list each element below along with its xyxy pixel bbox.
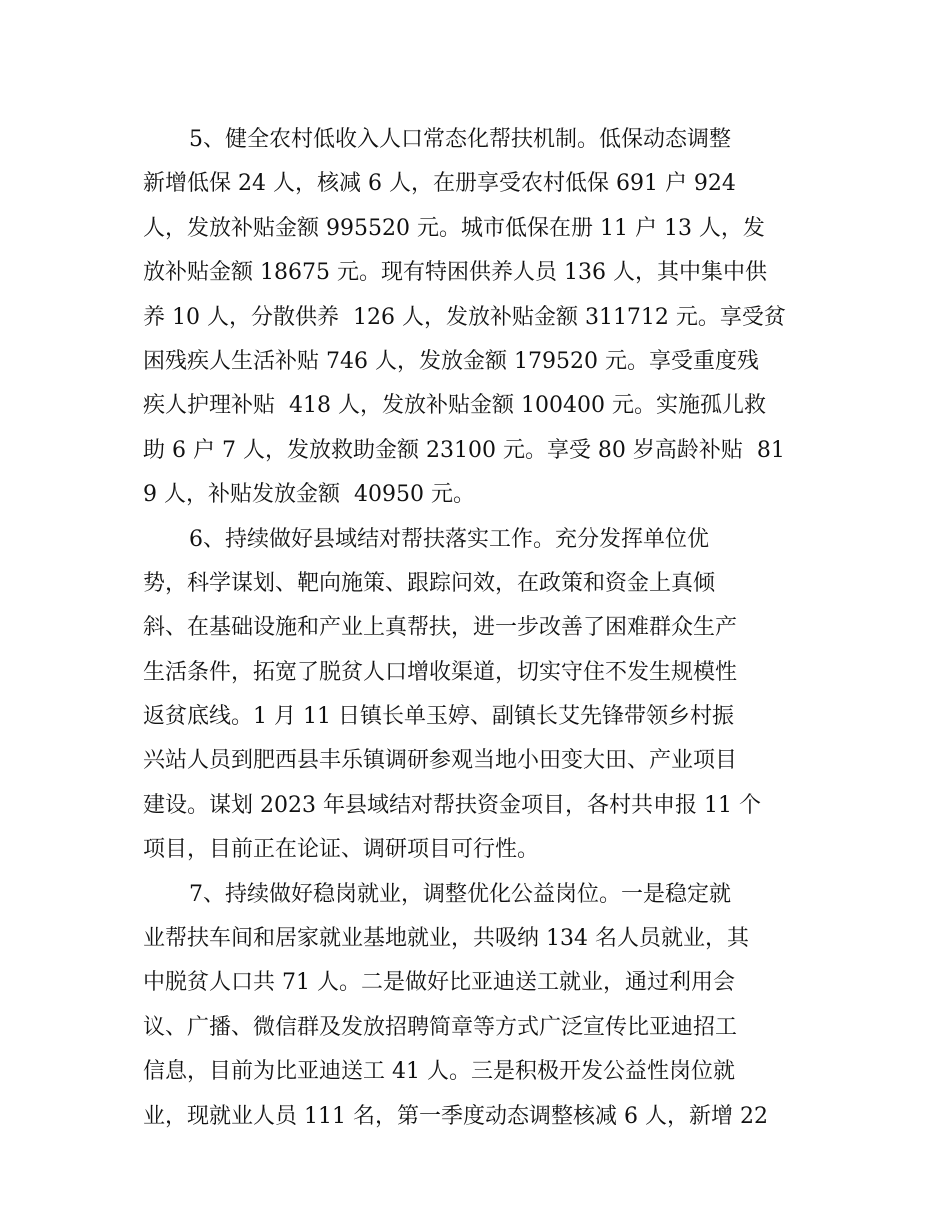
text-line: 养 10 人，分散供养 126 人，发放补贴金额 311712 元。享受贫 — [143, 304, 786, 330]
text-line: 势，科学谋划、靶向施策、跟踪问效，在政策和资金上真倾 — [143, 570, 716, 596]
text-line: 5、健全农村低收入人口常态化帮扶机制。低保动态调整 — [189, 127, 731, 152]
paragraph-7 — [143, 873, 815, 1139]
text-line: 生活条件，拓宽了脱贫人口增收渠道，切实守住不发生规模性 — [143, 659, 738, 685]
text-line: 人，发放补贴金额 995520 元。城市低保在册 11 户 13 人，发 — [143, 215, 765, 241]
text-line: 斜、在基础设施和产业上真帮扶，进一步改善了困难群众生产 — [143, 615, 738, 641]
text-line: 返贫底线。1 月 11 日镇长单玉婷、副镇长艾先锋带领乡村振 — [143, 704, 734, 730]
text-line: 助 6 户 7 人，发放救助金额 23100 元。享受 80 岁高龄补贴 81 — [143, 437, 785, 463]
paragraph-6 — [143, 518, 815, 873]
text-line: 业帮扶车间和居家就业基地就业，共吸纳 134 名人员就业，其 — [143, 926, 749, 952]
text-line: 困残疾人生活补贴 746 人，发放金额 179520 元。享受重度残 — [143, 348, 759, 374]
text-line: 9 人，补贴发放金额 40950 元。 — [143, 482, 475, 508]
text-line: 新增低保 24 人，核减 6 人，在册享受农村低保 691 户 924 — [143, 171, 736, 197]
text-line: 中脱贫人口共 71 人。二是做好比亚迪送工就业，通过利用会 — [143, 970, 735, 996]
paragraph-5 — [143, 118, 815, 518]
text-line: 业，现就业人员 111 名，第一季度动态调整核减 6 人，新增 22 — [143, 1103, 768, 1129]
text-line: 兴站人员到肥西县丰乐镇调研参观当地小田变大田、产业项目 — [143, 748, 738, 774]
text-line: 7、持续做好稳岗就业，调整优化公益岗位。一是稳定就 — [189, 881, 731, 907]
text-line: 项目，目前正在论证、调研项目可行性。 — [143, 837, 540, 863]
text-line: 信息，目前为比亚迪送工 41 人。三是积极开发公益性岗位就 — [143, 1059, 735, 1085]
text-line: 疾人护理补贴 418 人，发放补贴金额 100400 元。实施孤儿救 — [143, 393, 766, 419]
text-line: 放补贴金额 18675 元。现有特困供养人员 136 人，其中集中供 — [143, 260, 767, 286]
text-line: 议、广播、微信群及发放招聘简章等方式广泛宣传比亚迪招工 — [143, 1014, 738, 1040]
text-line: 建设。谋划 2023 年县域结对帮扶资金项目，各村共申报 11 个 — [143, 792, 761, 818]
text-line: 6、持续做好县域结对帮扶落实工作。充分发挥单位优 — [189, 526, 709, 552]
document-body — [143, 118, 815, 1139]
